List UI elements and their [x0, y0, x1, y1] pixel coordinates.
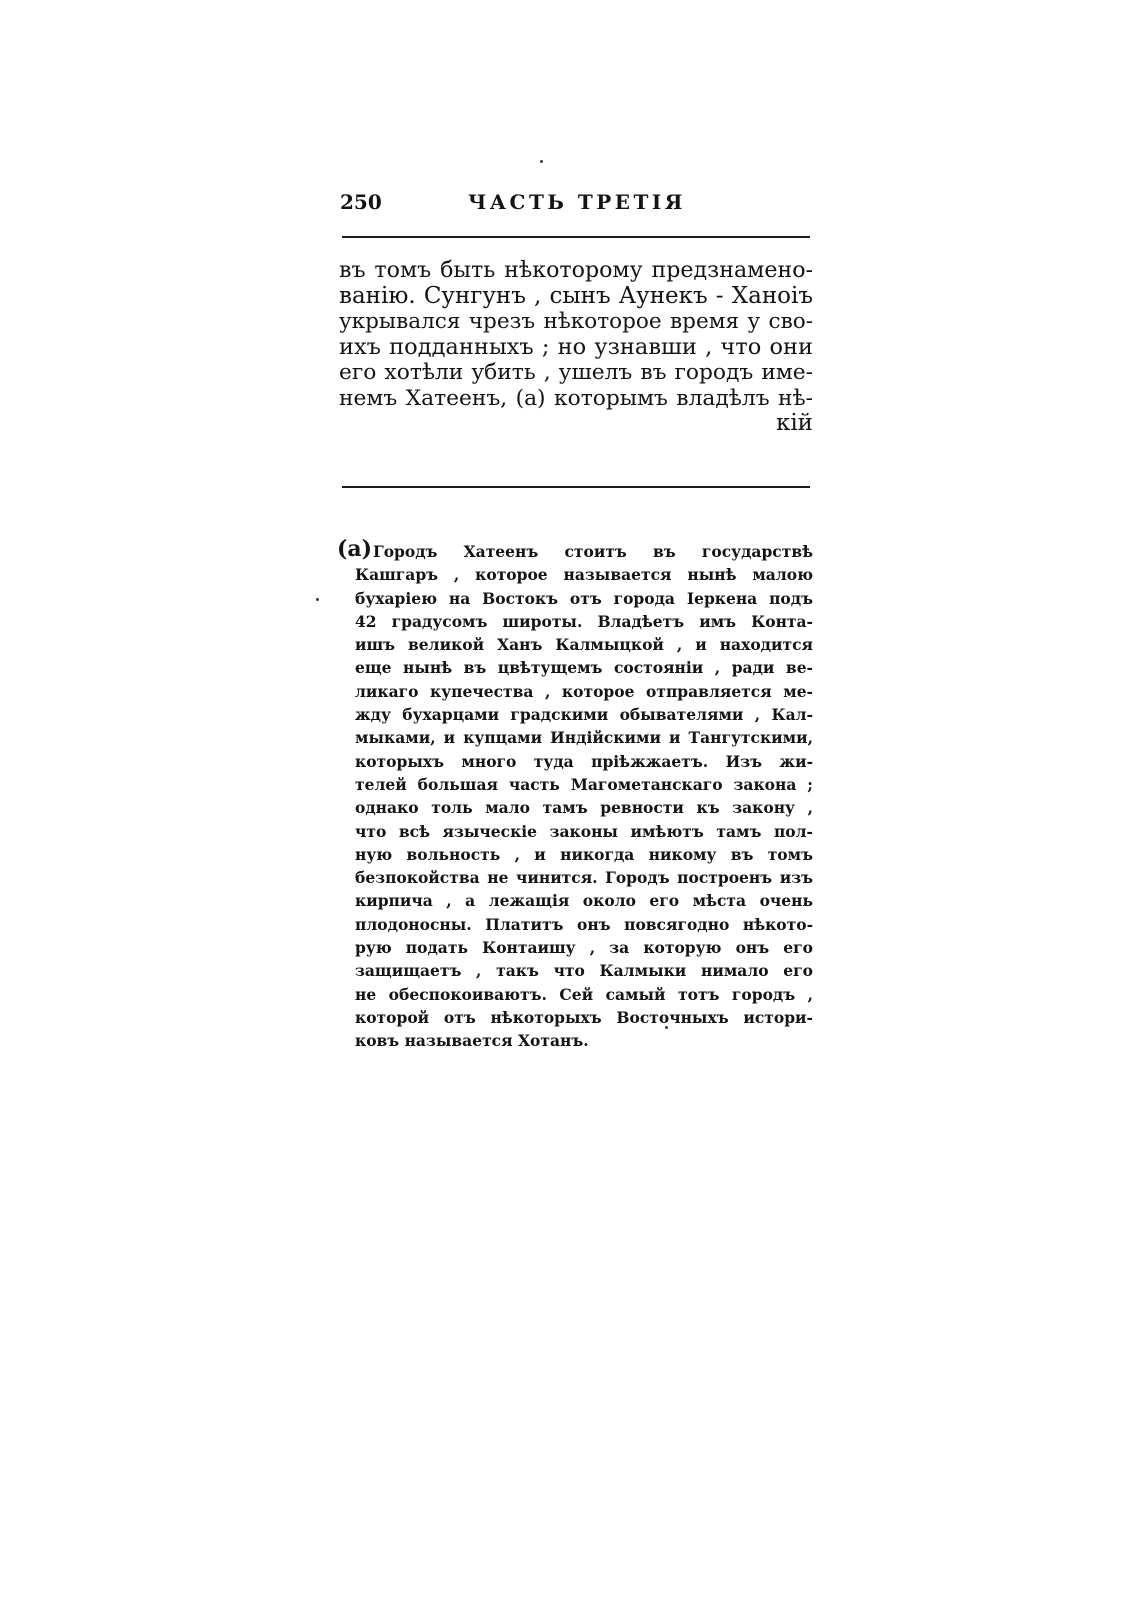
- running-head: ЧАСТЬ ТРЕТІЯ: [468, 190, 686, 214]
- footnote-line: не обеспокоиваютъ. Сей самый тотъ городъ ,: [355, 984, 813, 1004]
- header-rule: [342, 236, 810, 238]
- footnote-line: телей большая часть Магометанскаго закона ;: [355, 774, 813, 794]
- text-line: ванію. Сунгунъ , сынъ Аунекъ - Ханоіъ: [339, 282, 813, 309]
- footnote-line: что всѣ языческіе законы имѣютъ тамъ пол-: [355, 821, 813, 841]
- footnote-body: [355, 540, 813, 1053]
- footnote-line: которыхъ много туда пріѣжжаетъ. Изъ жи-: [355, 751, 813, 771]
- text-line: его хотѣли убить , ушелъ въ городъ име-: [339, 360, 813, 385]
- footnote-line: ликаго купечества , которое отправляется ме-: [355, 681, 813, 701]
- footnote-line: однако толь мало тамъ ревности къ закону ,: [355, 798, 813, 818]
- footnote-line: рую подать Контаишу , за которую онъ его: [355, 938, 813, 958]
- catchword: кій: [775, 410, 813, 436]
- footnote-marker: (а): [337, 536, 373, 562]
- footnote-line: мыками, и купцами Индійскими и Тангутскими,: [355, 728, 813, 748]
- main-text: [339, 258, 813, 437]
- footnote-line: Городъ Хатеенъ стоитъ въ государствѣ: [373, 542, 813, 561]
- footnote-line: бухаріею на Востокъ отъ города Іеркена подъ: [355, 588, 813, 608]
- text-line: немъ Хатеенъ, (а) которымъ владѣлъ нѣ-: [339, 385, 813, 411]
- page-header: [340, 190, 810, 220]
- page-number: 250: [340, 190, 382, 214]
- text-line: укрывался чрезъ нѣкоторое время у сво-: [339, 309, 813, 334]
- text-line: ихъ подданныхъ ; но узнавши , что они: [339, 333, 813, 360]
- footnote-line: ковъ называется Хотанъ.: [355, 1031, 589, 1051]
- footnote-line: ную вольность , и никогда никому въ томъ: [355, 844, 813, 864]
- footnote-line: защищаетъ , такъ что Калмыки нимало его: [355, 961, 813, 981]
- footnote-line: Кашгаръ , которое называется нынѣ малою: [355, 565, 813, 585]
- footnote-line: ишъ великой Ханъ Калмыцкой , и находится: [355, 635, 813, 655]
- print-speck: [316, 598, 319, 601]
- footnote-line: жду бухарцами градскими обывателями , Кал-: [355, 705, 813, 725]
- footnote-line: плодоносны. Платитъ онъ повсягодно нѣкото-: [355, 914, 813, 934]
- print-speck: [540, 160, 543, 163]
- footnote-separator-rule: [342, 486, 810, 488]
- footnote-line: 42 градусомъ широты. Владѣетъ имъ Конта-: [355, 611, 813, 631]
- footnote-line: безпокойства не чинится. Городъ построенъ изъ: [355, 868, 813, 888]
- footnote-line: еще нынѣ въ цвѣтущемъ состояніи , ради ве-: [355, 658, 813, 678]
- footnote-line: кирпича , а лежащія около его мѣста очень: [355, 891, 813, 911]
- footnote-line: которой отъ нѣкоторыхъ Восточныхъ истори-: [355, 1007, 813, 1027]
- text-line: въ томъ быть нѣкоторому предзнамено-: [339, 257, 813, 283]
